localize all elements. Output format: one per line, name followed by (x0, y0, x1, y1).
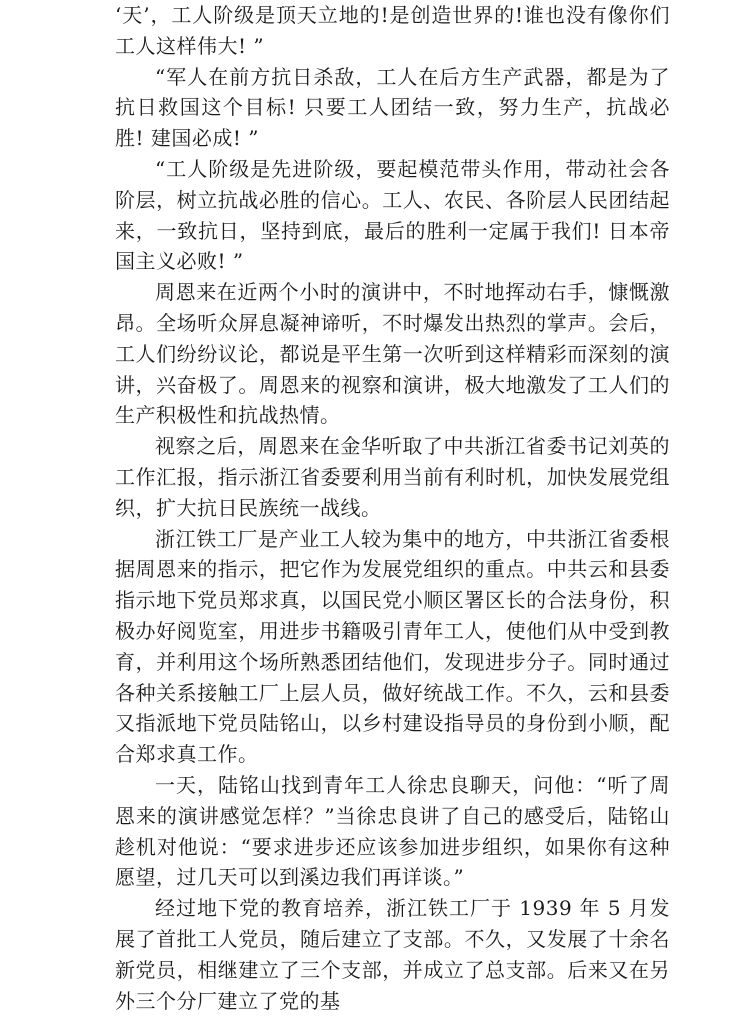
paragraph-3: “工人阶级是先进阶级，要起模范带头作用，带动社会各阶层，树立抗战必胜的信心。工人、农民、各阶层人民团结起来，一致抗日，坚持到底，最后的胜利一定属于我们! 日本帝国主义必败! ” (115, 156, 670, 274)
paragraph-1: ‘天’，工人阶级是顶天立地的!是创造世界的!谁也没有像你们工人这样伟大! ” (115, 3, 670, 58)
paragraph-8: 经过地下党的教育培养，浙江铁工厂于 1939 年 5 月发展了首批工人党员，随后建立了支部。不久，又发展了十余名新党员，相继建立了三个支部，并成立了总支部。后来又在另外三个分厂建立了党的基 (115, 896, 670, 1013)
document-page (115, 0, 670, 1016)
paragraph-2: “军人在前方抗日杀敌，工人在后方生产武器，都是为了抗日救国这个目标! 只要工人团结一致，努力生产，抗战必胜! 建国必成! ” (115, 64, 670, 151)
paragraph-6: 浙江铁工厂是产业工人较为集中的地方，中共浙江省委根据周恩来的指示，把它作为发展党组织的重点。中共云和县委指示地下党员郑求真，以国民党小顺区署区长的合法身份，积极办好阅览室，用进步书籍吸引青年工人，使他们从中受到教育，并利用这个场所熟悉团结他们，发现进步分子。同时通过各种关系接触工厂上层人员，做好统战工作。不久，云和县委又指派地下党员陆铭山，以乡村建设指导员的身份到小顺，配合郑求真工作。 (115, 526, 670, 767)
paragraph-4: 周恩来在近两个小时的演讲中，不时地挥动右手，慷慨激昂。全场听众屏息凝神谛听，不时爆发出热烈的掌声。会后，工人们纷纷议论，都说是平生第一次听到这样精彩而深刻的演讲，兴奋极了。周恩来的视察和演讲，极大地激发了工人们的生产积极性和抗战热情。 (115, 280, 670, 428)
paragraph-7: 一天，陆铭山找到青年工人徐忠良聊天，问他：“听了周恩来的演讲感觉怎样？”当徐忠良讲了自己的感受后，陆铭山趁机对他说：“要求进步还应该参加进步组织，如果你有这种愿望，过几天可以到溪边我们再详谈。” (115, 772, 670, 890)
paragraph-5: 视察之后，周恩来在金华听取了中共浙江省委书记刘英的工作汇报，指示浙江省委要利用当前有利时机，加快发展党组织，扩大抗日民族统一战线。 (115, 434, 670, 520)
